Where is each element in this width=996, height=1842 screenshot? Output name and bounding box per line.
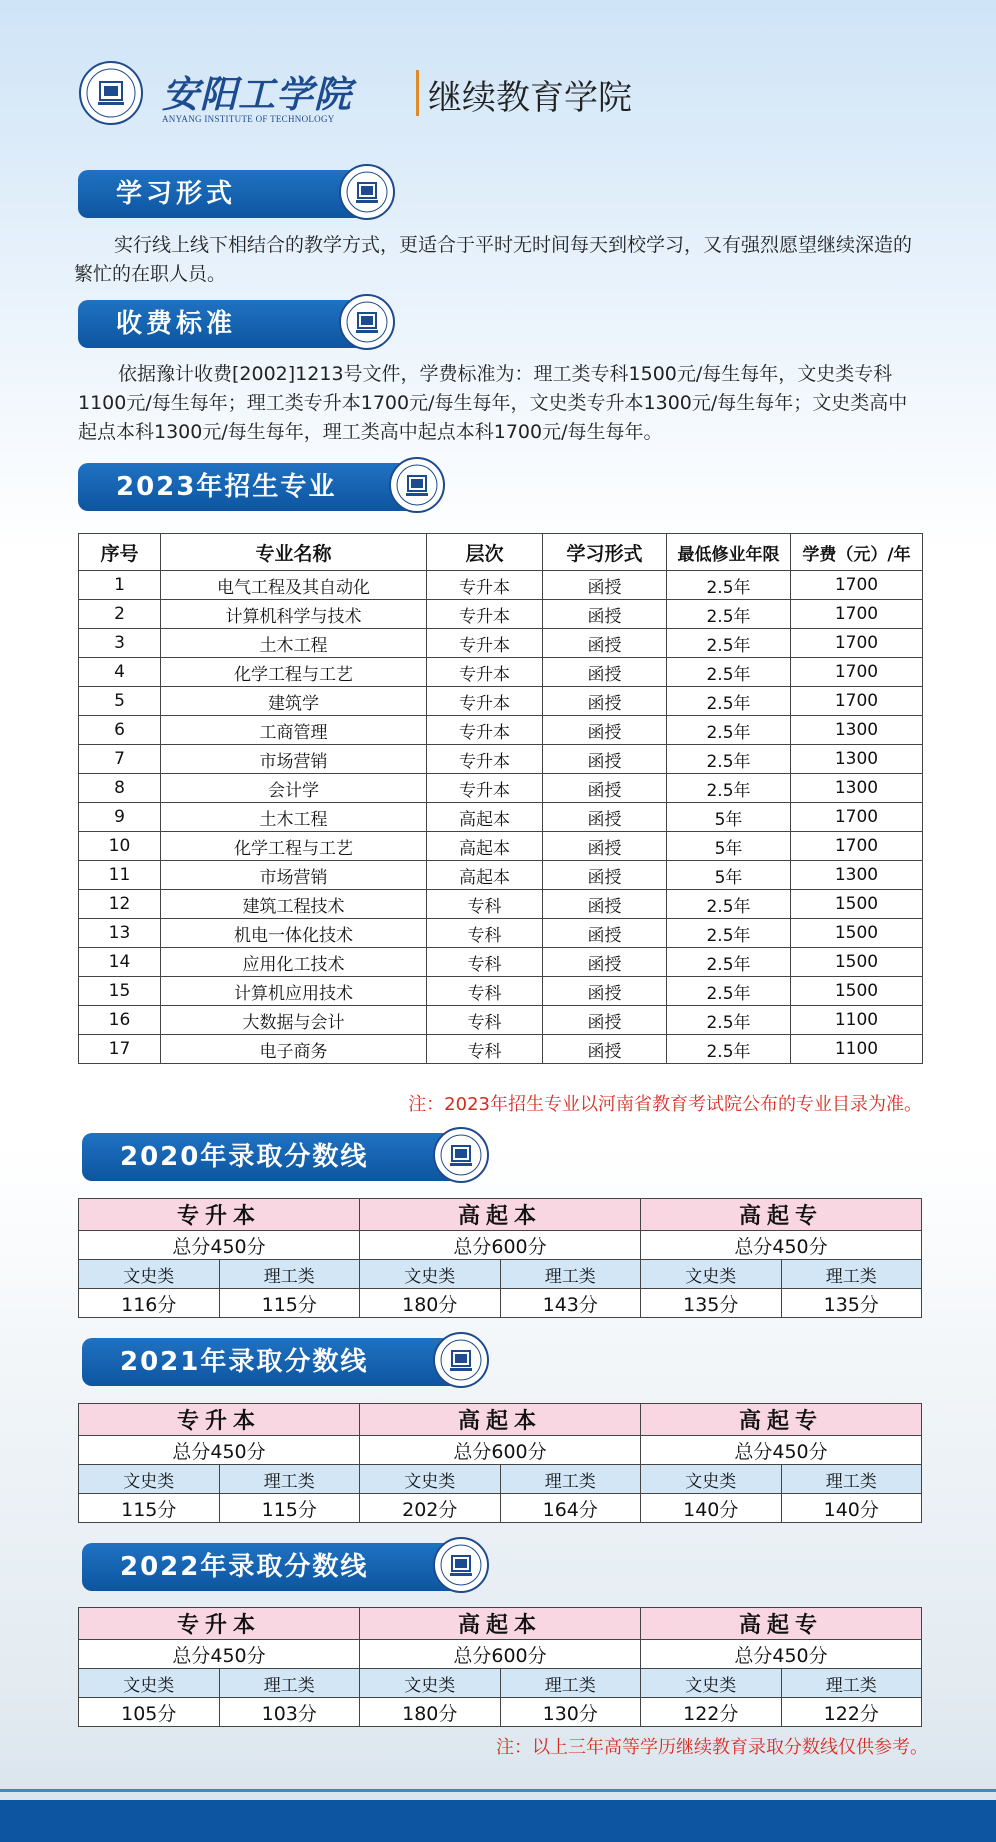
level-cell: 高起专 [641,1608,922,1640]
school-seal-icon [432,1331,490,1389]
table-cell: 2.5年 [667,571,791,600]
table-cell: 1100 [791,1006,923,1035]
level-cell: 高起专 [641,1199,922,1231]
total-cell: 总分450分 [79,1640,360,1669]
score-cell: 180分 [360,1289,501,1318]
level-cell: 高起本 [360,1404,641,1436]
category-row [79,1260,922,1289]
table-cell: 建筑工程技术 [161,890,427,919]
total-row [79,1436,922,1465]
score-row [79,1494,922,1523]
table-cell: 2.5年 [667,1035,791,1064]
table-cell: 12 [79,890,161,919]
table-cell: 函授 [543,745,667,774]
score-row [79,1698,922,1727]
table-row [79,948,923,977]
total-cell: 总分450分 [641,1436,922,1465]
table-row [79,629,923,658]
table-cell: 1700 [791,571,923,600]
school-seal-icon [432,1536,490,1594]
table-cell: 2.5年 [667,600,791,629]
section-title-label: 2023年招生专业 [78,463,408,511]
total-cell: 总分450分 [79,1231,360,1260]
table-row [79,861,923,890]
category-row [79,1465,922,1494]
score-cell: 115分 [79,1494,220,1523]
category-cell: 文史类 [641,1260,782,1289]
table-cell: 1700 [791,600,923,629]
table-cell: 机电一体化技术 [161,919,427,948]
department-name: 继续教育学院 [428,78,632,118]
score-cell: 122分 [781,1698,922,1727]
table-cell: 14 [79,948,161,977]
brand-divider [416,70,419,116]
table-cell: 市场营销 [161,861,427,890]
score-cell: 140分 [641,1494,782,1523]
score-cell: 103分 [219,1698,360,1727]
table-cell: 2.5年 [667,1006,791,1035]
table-cell: 函授 [543,1006,667,1035]
table-cell: 1300 [791,774,923,803]
table-cell: 专升本 [427,774,543,803]
total-row [79,1640,922,1669]
total-cell: 总分600分 [360,1640,641,1669]
total-cell: 总分450分 [641,1640,922,1669]
score-cell: 130分 [500,1698,641,1727]
total-cell: 总分450分 [79,1436,360,1465]
table-cell: 1700 [791,658,923,687]
total-cell: 总分450分 [641,1231,922,1260]
table-cell: 专科 [427,948,543,977]
level-cell: 专升本 [79,1199,360,1231]
table-cell: 1100 [791,1035,923,1064]
table-cell: 土木工程 [161,629,427,658]
score-cell: 115分 [219,1289,360,1318]
category-cell: 文史类 [79,1260,220,1289]
table-cell: 4 [79,658,161,687]
table-cell: 应用化工技术 [161,948,427,977]
table-cell: 2.5年 [667,919,791,948]
table-cell: 专科 [427,1035,543,1064]
category-cell: 理工类 [500,1669,641,1698]
column-header: 层次 [427,534,543,571]
table-cell: 专升本 [427,658,543,687]
table-cell: 计算机应用技术 [161,977,427,1006]
total-cell: 总分600分 [360,1436,641,1465]
school-name-cn: 安阳工学院 [162,72,352,116]
table-cell: 函授 [543,977,667,1006]
table-cell: 1700 [791,629,923,658]
table-cell: 8 [79,774,161,803]
section-title-label: 2021年录取分数线 [82,1338,452,1386]
category-cell: 理工类 [219,1465,360,1494]
table-cell: 5年 [667,832,791,861]
table-cell: 函授 [543,1035,667,1064]
table-row [79,1035,923,1064]
section-title-label: 2022年录取分数线 [82,1543,452,1591]
score-cell: 143分 [500,1289,641,1318]
scores-table-2021 [78,1403,922,1523]
table-cell: 1500 [791,890,923,919]
table-cell: 专升本 [427,600,543,629]
score-cell: 164分 [500,1494,641,1523]
category-cell: 文史类 [360,1465,501,1494]
table-cell: 5年 [667,861,791,890]
table-cell: 5 [79,687,161,716]
table-cell: 大数据与会计 [161,1006,427,1035]
table-cell: 2.5年 [667,745,791,774]
score-cell: 135分 [641,1289,782,1318]
score-cell: 180分 [360,1698,501,1727]
table-cell: 2.5年 [667,774,791,803]
table-cell: 7 [79,745,161,774]
table-cell: 高起本 [427,861,543,890]
fees-text: 依据豫计收费[2002]1213号文件，学费标准为：理工类专科1500元/每生每年，文史类专科1100元/每生每年；理工类专升本1700元/每生每年，文史类专升本1300元/每生每年；文史类高中起点本科1300元/每生每年，理工类高中起点本科1700元/每生每年。 [78,363,908,443]
category-cell: 文史类 [79,1465,220,1494]
school-seal-icon [338,293,396,351]
table-row [79,658,923,687]
section-title-majors [78,463,448,513]
table-cell: 11 [79,861,161,890]
category-cell: 理工类 [500,1260,641,1289]
level-cell: 高起专 [641,1404,922,1436]
column-header: 学习形式 [543,534,667,571]
table-cell: 专升本 [427,687,543,716]
table-row [79,832,923,861]
table-cell: 专升本 [427,629,543,658]
study-form-text: 实行线上线下相结合的教学方式，更适合于平时无时间每天到校学习，又有强烈愿望继续深造的繁忙的在职人员。 [74,234,913,285]
school-name-en: ANYANG INSTITUTE OF TECHNOLOGY [162,114,335,124]
column-header: 专业名称 [161,534,427,571]
score-cell: 116分 [79,1289,220,1318]
table-row [79,890,923,919]
table-cell: 土木工程 [161,803,427,832]
table-cell: 函授 [543,919,667,948]
section-title-scores-2022 [82,1543,502,1593]
table-cell: 1700 [791,832,923,861]
table-cell: 6 [79,716,161,745]
section-title-label: 学习形式 [78,170,358,218]
column-header: 学费（元）/年 [791,534,923,571]
table-cell: 会计学 [161,774,427,803]
column-header: 序号 [79,534,161,571]
table-header-row [79,534,923,571]
school-seal-icon [432,1126,490,1184]
table-cell: 2.5年 [667,716,791,745]
category-cell: 文史类 [360,1669,501,1698]
section-title-fees [78,300,398,350]
score-cell: 135分 [781,1289,922,1318]
table-cell: 工商管理 [161,716,427,745]
table-cell: 15 [79,977,161,1006]
category-cell: 文史类 [79,1669,220,1698]
category-cell: 理工类 [219,1669,360,1698]
table-row [79,803,923,832]
table-cell: 10 [79,832,161,861]
table-cell: 高起本 [427,832,543,861]
table-cell: 2.5年 [667,629,791,658]
section-title-scores-2021 [82,1338,502,1388]
table-cell: 函授 [543,832,667,861]
table-cell: 1 [79,571,161,600]
table-cell: 3 [79,629,161,658]
score-cell: 140分 [781,1494,922,1523]
table-cell: 函授 [543,948,667,977]
table-row [79,919,923,948]
level-cell: 专升本 [79,1608,360,1640]
score-cell: 202分 [360,1494,501,1523]
table-cell: 1300 [791,716,923,745]
table-cell: 化学工程与工艺 [161,658,427,687]
table-cell: 2.5年 [667,948,791,977]
table-cell: 函授 [543,600,667,629]
category-cell: 文史类 [641,1465,782,1494]
column-header: 最低修业年限 [667,534,791,571]
majors-note: 注：2023年招生专业以河南省教育考试院公布的专业目录为准。 [408,1094,922,1115]
scores-table-2022 [78,1607,922,1727]
header [78,60,778,130]
total-cell: 总分600分 [360,1231,641,1260]
table-cell: 函授 [543,803,667,832]
category-cell: 理工类 [500,1465,641,1494]
school-seal-icon [388,456,446,514]
table-cell: 17 [79,1035,161,1064]
table-row [79,600,923,629]
table-cell: 专科 [427,977,543,1006]
table-cell: 市场营销 [161,745,427,774]
section-title-scores-2020 [82,1133,502,1183]
table-cell: 函授 [543,890,667,919]
table-cell: 建筑学 [161,687,427,716]
table-cell: 专升本 [427,571,543,600]
table-cell: 1500 [791,948,923,977]
table-cell: 函授 [543,658,667,687]
category-cell: 理工类 [781,1669,922,1698]
category-cell: 理工类 [781,1465,922,1494]
level-cell: 高起本 [360,1199,641,1231]
table-cell: 专科 [427,1006,543,1035]
scores-note: 注：以上三年高等学历继续教育录取分数线仅供参考。 [496,1737,928,1758]
table-row [79,716,923,745]
table-cell: 电子商务 [161,1035,427,1064]
table-cell: 电气工程及其自动化 [161,571,427,600]
level-cell: 高起本 [360,1608,641,1640]
category-row [79,1669,922,1698]
category-cell: 理工类 [781,1260,922,1289]
table-row [79,571,923,600]
school-seal-icon [338,163,396,221]
table-cell: 1700 [791,803,923,832]
score-cell: 105分 [79,1698,220,1727]
table-cell: 13 [79,919,161,948]
table-cell: 函授 [543,716,667,745]
table-cell: 2.5年 [667,890,791,919]
level-row [79,1608,922,1640]
table-cell: 函授 [543,629,667,658]
level-row [79,1199,922,1231]
table-cell: 1300 [791,745,923,774]
category-cell: 文史类 [360,1260,501,1289]
table-cell: 2.5年 [667,658,791,687]
majors-table [78,533,923,1064]
total-row [79,1231,922,1260]
footer-bar [0,1800,996,1842]
table-cell: 专升本 [427,716,543,745]
table-row [79,687,923,716]
table-cell: 5年 [667,803,791,832]
school-seal-logo [78,60,144,126]
table-cell: 2.5年 [667,687,791,716]
table-cell: 化学工程与工艺 [161,832,427,861]
section-title-label: 2020年录取分数线 [82,1133,452,1181]
table-cell: 9 [79,803,161,832]
category-cell: 理工类 [219,1260,360,1289]
table-cell: 函授 [543,774,667,803]
section-title-study-form [78,170,398,220]
table-cell: 1500 [791,977,923,1006]
school-brand [162,64,352,124]
section-title-label: 收费标准 [78,300,358,348]
table-cell: 计算机科学与技术 [161,600,427,629]
table-cell: 专升本 [427,745,543,774]
table-cell: 1300 [791,861,923,890]
table-cell: 函授 [543,687,667,716]
score-row [79,1289,922,1318]
table-cell: 2.5年 [667,977,791,1006]
category-cell: 文史类 [641,1669,782,1698]
table-cell: 高起本 [427,803,543,832]
score-cell: 115分 [219,1494,360,1523]
score-cell: 122分 [641,1698,782,1727]
table-row [79,745,923,774]
table-cell: 1500 [791,919,923,948]
scores-table-2020 [78,1198,922,1318]
table-cell: 专科 [427,890,543,919]
footer-accent-line [0,1789,996,1792]
table-cell: 专科 [427,919,543,948]
table-row [79,774,923,803]
table-cell: 16 [79,1006,161,1035]
table-cell: 1700 [791,687,923,716]
table-cell: 函授 [543,861,667,890]
table-cell: 2 [79,600,161,629]
level-row [79,1404,922,1436]
table-row [79,977,923,1006]
level-cell: 专升本 [79,1404,360,1436]
table-cell: 函授 [543,571,667,600]
table-row [79,1006,923,1035]
